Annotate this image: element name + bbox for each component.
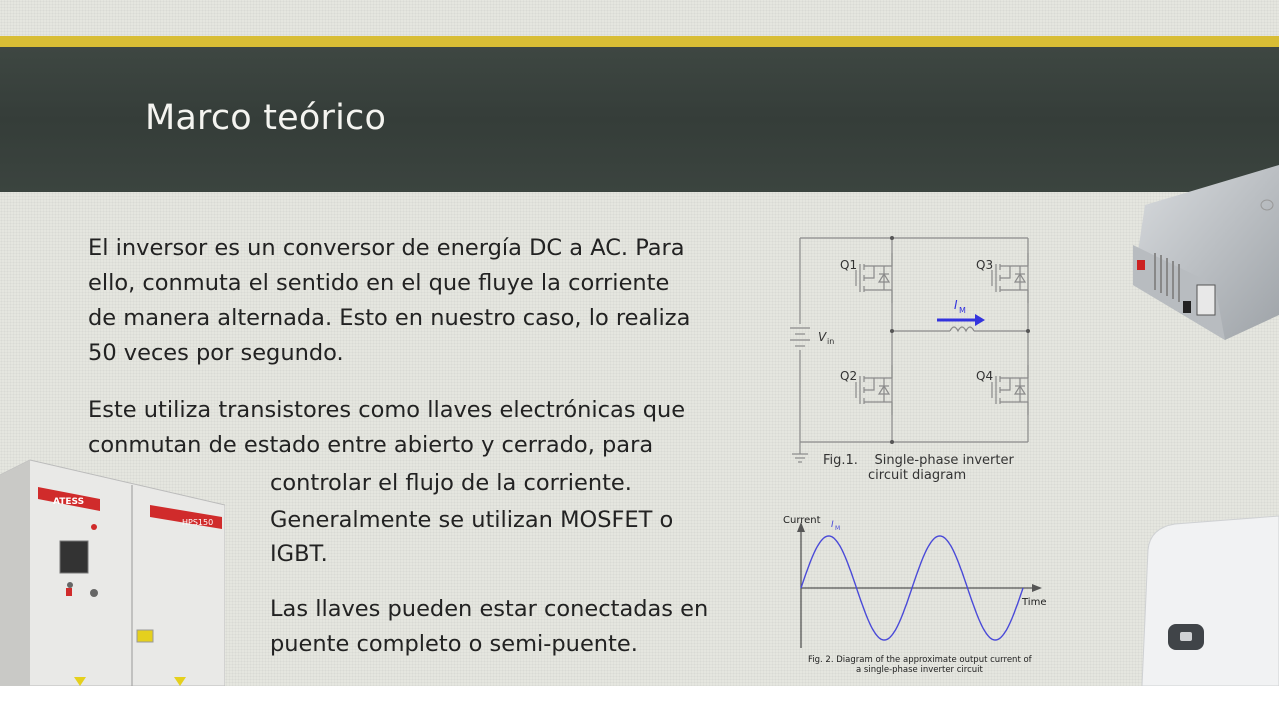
label-vin: V [818,330,827,344]
cabinet-model: HPS150 [182,518,214,527]
paragraph-2-line-3: controlar el flujo de la corriente. [270,470,632,496]
label-q4: Q4 [976,369,994,383]
label-vin-sub: in [827,337,835,346]
atess-cabinet-photo [0,455,225,686]
paragraph-2-line-4: Generalmente se utilizan MOSFET o [270,507,674,533]
figure-2-caption-line-2: a single-phase inverter circuit [856,665,983,675]
gold-accent-bar [0,36,1279,47]
curve-label-sub: M [835,525,841,532]
slide-title: Marco teórico [145,98,387,138]
curve-label: I [831,520,834,530]
y-axis-label: Current [783,515,821,526]
cabinet-brand: ATESS [53,497,85,507]
paragraph-1-line-1: El inversor es un conversor de energía DC a AC. Para [88,235,685,261]
bottom-strip [0,686,1279,720]
power-inverter-photo [1125,165,1279,355]
paragraph-2-line-5: IGBT. [270,541,328,567]
figure-1-caption-line-2: circuit diagram [868,468,967,483]
paragraph-2-line-1: Este utiliza transistores como llaves electrónicas que [88,397,686,423]
figure-2-caption-line-1: Fig. 2. Diagram of the approximate output current of [808,655,1032,665]
paragraph-2-line-2: conmutan de estado entre abierto y cerrado, para [88,432,654,458]
x-axis-label: Time [1022,597,1047,608]
inverter-circuit-diagram [780,228,1070,490]
label-q2: Q2 [840,369,858,383]
output-current-waveform [780,508,1070,680]
figure-1-caption-line-1: Fig.1. Single-phase inverter [823,453,1014,468]
label-im-sub: M [959,306,966,315]
paragraph-3-line-1: Las llaves pueden estar conectadas en [270,596,709,622]
label-im: I [954,298,958,312]
paragraph-3-line-2: puente completo o semi-puente. [270,631,638,657]
label-q1: Q1 [840,258,858,272]
paragraph-1-line-4: 50 veces por segundo. [88,340,344,366]
paragraph-1-line-2: ello, conmuta el sentido en el que fluye la corriente [88,270,670,296]
wall-inverter-photo [1130,510,1279,686]
label-q3: Q3 [976,258,994,272]
paragraph-1-line-3: de manera alternada. Esto en nuestro caso, lo realiza [88,305,691,331]
